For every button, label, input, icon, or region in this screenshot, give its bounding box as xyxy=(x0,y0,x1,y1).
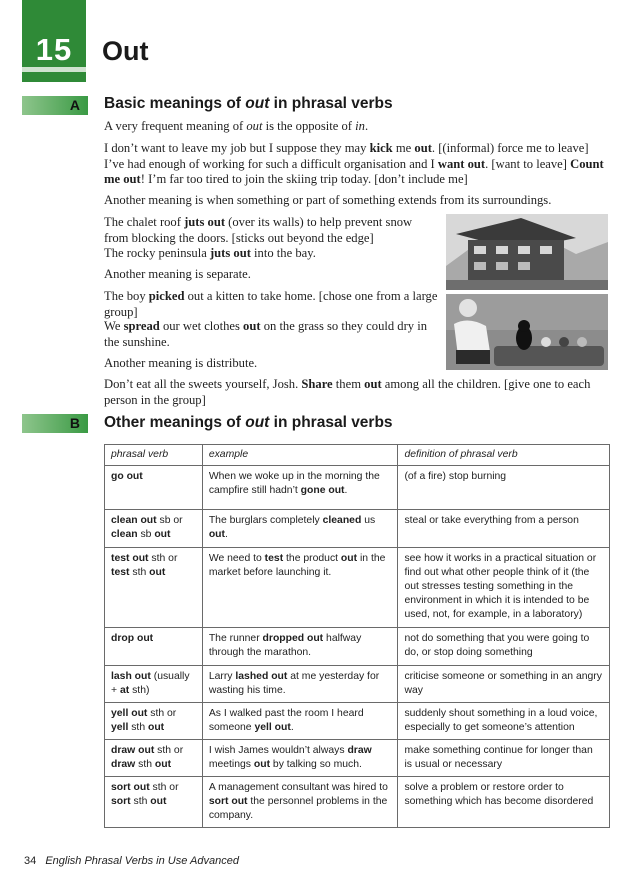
section-a-paragraph-3b: We spread our wet clothes out on the grass so they could dry in the sunshine. xyxy=(104,319,428,349)
table-row xyxy=(105,703,610,740)
verb-cell: test out sth or test sth out xyxy=(105,548,203,628)
definition-cell: suddenly shout something in a loud voice, especially to get someone’s attention xyxy=(398,703,610,740)
section-b-marker xyxy=(22,414,88,433)
definition-cell: steal or take everything from a person xyxy=(398,510,610,548)
example-cell: Larry lashed out at me yesterday for wasting his time. xyxy=(202,666,398,703)
unit-title: Out xyxy=(102,36,149,66)
section-b-title: Other meanings of out in phrasal verbs xyxy=(104,414,393,431)
boy-kittens-photo xyxy=(446,294,608,370)
book-title: English Phrasal Verbs in Use Advanced xyxy=(45,855,239,867)
chalet-photo xyxy=(446,214,608,290)
boy-kittens-illustration xyxy=(446,294,608,370)
table-row xyxy=(105,466,610,510)
example-cell: A management consultant was hired to sort out the personnel problems in the company. xyxy=(202,777,398,828)
verb-cell: yell out sth or yell sth out xyxy=(105,703,203,740)
section-a-intro: A very frequent meaning of out is the opposite of in. xyxy=(104,119,369,133)
section-a-paragraph-3: The boy picked out a kitten to take home. [chose one from a large group] xyxy=(104,289,438,319)
unit-number: 15 xyxy=(35,32,73,67)
column-header-example: example xyxy=(202,445,398,466)
example-cell: As I walked past the room I heard someone yell out. xyxy=(202,703,398,740)
section-a-title: Basic meanings of out in phrasal verbs xyxy=(104,95,393,112)
phrasal-verb-table xyxy=(104,444,610,828)
verb-cell: draw out sth or draw sth out xyxy=(105,740,203,777)
page-number: 34 xyxy=(24,855,37,867)
another-meaning-extends: Another meaning is when something or part of something extends from its surroundings. xyxy=(104,193,552,207)
section-b-letter: B xyxy=(69,415,80,431)
table-row xyxy=(105,548,610,628)
verb-cell: drop out xyxy=(105,628,203,666)
section-a-paragraph-4: Don’t eat all the sweets yourself, Josh. Share them out among all the children. [give one to each person in the group] xyxy=(104,377,591,407)
verb-cell: lash out (usually + at sth) xyxy=(105,666,203,703)
page-footer xyxy=(24,855,239,867)
example-cell: The burglars completely cleaned us out. xyxy=(202,510,398,548)
example-cell: The runner dropped out halfway through the marathon. xyxy=(202,628,398,666)
table-row xyxy=(105,510,610,548)
example-cell: We need to test the product out in the market before launching it. xyxy=(202,548,398,628)
column-header-phrasal-verb: phrasal verb xyxy=(105,445,203,466)
table-row xyxy=(105,777,610,828)
table-header-row xyxy=(105,445,610,466)
another-meaning-separate: Another meaning is separate. xyxy=(104,267,251,281)
section-a-paragraph-2: The chalet roof juts out (over its walls) to help prevent snow from blocking the doors. [sticks out beyond the edge] xyxy=(104,215,413,245)
definition-cell: solve a problem or restore order to something which has become disordered xyxy=(398,777,610,828)
table-row xyxy=(105,666,610,703)
definition-cell: (of a fire) stop burning xyxy=(398,466,610,510)
table-row xyxy=(105,740,610,777)
example-cell: I wish James wouldn’t always draw meetings out by talking so much. xyxy=(202,740,398,777)
definition-cell: see how it works in a practical situation or find out what other people think of it (the out stresses testing something in the environment in which it is intended to be used, not, for example, in a laboratory) xyxy=(398,548,610,628)
table-row xyxy=(105,628,610,666)
chalet-illustration xyxy=(446,214,608,290)
verb-cell: sort out sth or sort sth out xyxy=(105,777,203,828)
definition-cell: criticise someone or something in an angry way xyxy=(398,666,610,703)
another-meaning-distribute: Another meaning is distribute. xyxy=(104,356,258,370)
section-a-marker xyxy=(22,96,88,115)
verb-cell: clean out sb or clean sb out xyxy=(105,510,203,548)
section-a-paragraph-2b: The rocky peninsula juts out into the bay. xyxy=(104,246,316,260)
column-header-definition: definition of phrasal verb xyxy=(398,445,610,466)
definition-cell: make something continue for longer than is usual or necessary xyxy=(398,740,610,777)
section-a-paragraph-1: I don’t want to leave my job but I suppose they may kick me out. [(informal) force me to leave] I’ve had enough of working for such a difficult organisation and I want out. [want to leave] Count me out! I’m far too tired to join the skiing trip today. [don’t include me] xyxy=(104,141,604,186)
definition-cell: not do something that you were going to do, or stop doing something xyxy=(398,628,610,666)
example-cell: When we woke up in the morning the campfire still hadn’t gone out. xyxy=(202,466,398,510)
verb-cell: go out xyxy=(105,466,203,510)
section-a-letter: A xyxy=(69,97,80,113)
